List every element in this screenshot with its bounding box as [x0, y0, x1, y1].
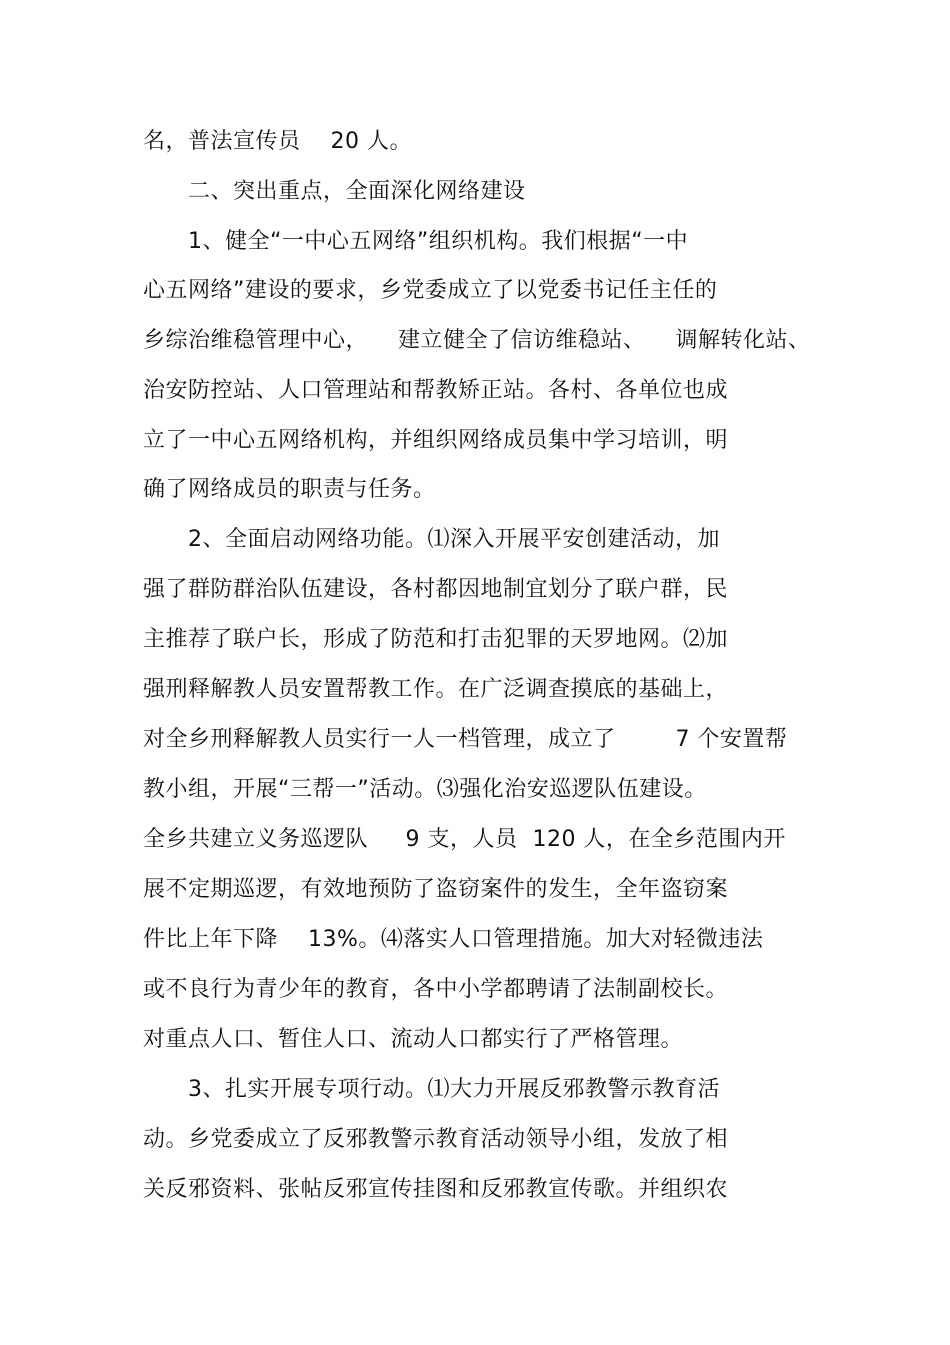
text-line: 对重点人口、暂住人口、流动人口都实行了严格管理。	[143, 1027, 684, 1052]
text-line: 全乡共建立义务巡逻队 9 支，人员 120 人，在全乡范围内开	[143, 827, 786, 852]
text-line: 件比上年下降 13%。⑷落实人口管理措施。加大对轻微违法	[143, 927, 764, 952]
text-line: 乡综治维稳管理中心， 建立健全了信访维稳站、 调解转化站、	[143, 328, 811, 353]
section-heading: 二、突出重点，全面深化网络建设	[143, 179, 526, 204]
text-line: 对全乡刑释解教人员实行一人一档管理，成立了 7 个安置帮	[143, 727, 788, 752]
text-line: 名，普法宣传员 20 人。	[143, 129, 412, 154]
text-line: 展不定期巡逻，有效地预防了盗窃案件的发生，全年盗窃案	[143, 877, 729, 902]
text-line: 关反邪资料、张帖反邪宣传挂图和反邪教宣传歌。并组织农	[143, 1177, 729, 1202]
text-line: 心五网络”建设的要求，乡党委成立了以党委书记任主任的	[143, 278, 718, 303]
text-line: 1、健全“一中心五网络”组织机构。我们根据“一中	[143, 229, 689, 254]
text-line: 或不良行为青少年的教育，各中小学都聘请了法制副校长。	[143, 977, 729, 1002]
text-line: 立了一中心五网络机构，并组织网络成员集中学习培训，明	[143, 428, 729, 453]
text-line: 确了网络成员的职责与任务。	[143, 477, 436, 502]
text-line: 3、扎实开展专项行动。⑴大力开展反邪教警示教育活	[143, 1077, 720, 1102]
text-line: 教小组，开展“三帮一”活动。⑶强化治安巡逻队伍建设。	[143, 777, 707, 802]
text-line: 主推荐了联户长，形成了防范和打击犯罪的天罗地网。⑵加	[143, 627, 729, 652]
text-line: 动。乡党委成立了反邪教警示教育活动领导小组，发放了相	[143, 1127, 729, 1152]
text-line: 治安防控站、人口管理站和帮教矫正站。各村、各单位也成	[143, 378, 729, 403]
text-line: 强刑释解教人员安置帮教工作。在广泛调查摸底的基础上，	[143, 677, 729, 702]
text-line: 2、全面启动网络功能。⑴深入开展平安创建活动，加	[143, 527, 720, 552]
text-line: 强了群防群治队伍建设，各村都因地制宜划分了联户群，民	[143, 577, 729, 602]
